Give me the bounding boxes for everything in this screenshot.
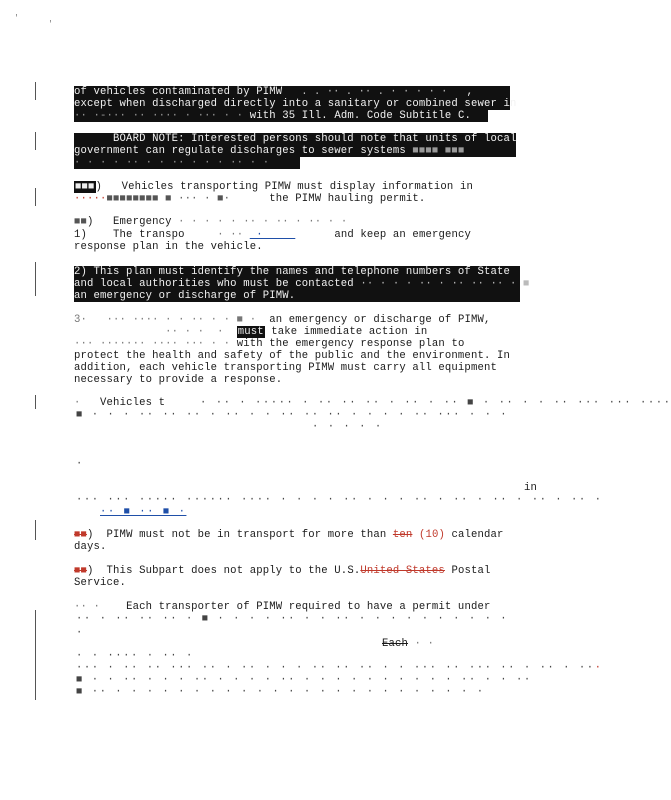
paragraph-line: 1) The transpo · ·· · and keep an emergency [74,229,471,241]
paragraph-line: ·· · Each transporter of PIMW required to have a permit under [74,601,491,613]
illegible-text: · [76,458,84,470]
illegible-text: ·· ■ ·· ■ · [100,506,187,518]
paragraph-line: ■■■) Vehicles transporting PIMW must display information in [75,181,473,193]
paragraph-line: ·· ·-··· ·· ···· · ··· · · with 35 Ill. Adm. Code Subtitle C. [74,110,488,122]
illegible-text: ■ ·· · · · · · · · · · · · · · · · · · · · · · · · · [76,686,485,698]
revision-bar [35,132,36,150]
revision-bar [35,188,36,206]
paragraph-line: Each · · [382,638,435,650]
revision-bar [35,262,36,296]
paragraph-line: necessary to provide a response. [74,374,283,386]
revision-bar [35,610,36,700]
paragraph-line: ■■) This Subpart does not apply to the U.S.United States Postal [74,565,491,577]
revision-bar [35,395,36,409]
illegible-text: ··· · ·· ·· ··· ·· · ·· · · · ·· ·· ·· · · ··· ·· ··· ·· · ·· · ··· [76,662,603,674]
revision-bar [35,82,36,100]
paragraph-line: · Vehicles t [74,397,166,409]
illegible-text: ··· ··· ····· ······ ···· · · · · ·· · · · ·· · ·· · ·· · ·· · ·· · [76,494,603,506]
scan-mark: ' [48,20,53,29]
paragraph-line: Service. [74,577,127,589]
paragraph-line: of vehicles contaminated by PIMW . . ·· . ·· . · · · · · , [74,86,510,98]
paragraph-line: 2) This plan must identify the names and telephone numbers of State [74,266,520,278]
paragraph-line: days. [74,541,107,553]
board-note-line: government can regulate discharges to sewer systems ■■■■ ■■■ [74,145,516,157]
board-note-line: · · · · ·· · · ·· · · · ·· · · [74,157,300,169]
illegible-text: · [76,627,84,639]
paragraph-line: 3· ··· ···· · · ·· · · ■ · an emergency or discharge of PIMW, [74,314,491,326]
paragraph-line: except when discharged directly into a sanitary or combined sewer in [74,98,517,110]
illegible-text: · · ···· · ·· · [76,650,194,662]
illegible-text: · ·· · ····· · ·· ·· ·· · ·· · ·· ■ · ·· · · ·· ··· ··· ···· [200,397,671,409]
paragraph-line: ··· ······· ···· ··· · · with the emergency response plan to [74,338,465,350]
paragraph-line: in [524,482,538,494]
illegible-text: · · · · · [312,421,383,433]
revision-bar [35,520,36,540]
paragraph-line: ·· · · · must take immediate action in [74,326,428,338]
scan-mark: ' [14,14,19,23]
paragraph-line: response plan in the vehicle. [74,241,263,253]
section-heading: ■■) Emergency · · · · · ·· · ·· · ·· · · [74,216,348,228]
illegible-text: ·· · ·· ·· ·· · ■ · · · · ·· · · ·· · · · · · · · · · · [76,613,509,625]
paragraph-line: ■■) PIMW must not be in transport for more than ten (10) calendar [74,529,504,541]
paragraph-line: an emergency or discharge of PIMW. [74,290,520,302]
paragraph-line: protect the health and safety of the public and the environment. In [74,350,510,362]
illegible-text: ■ · · ·· · · · ·· · · · · ·· · · · · · · · · · · ·· · · ·· [76,674,532,686]
paragraph-line: ·····■■■■■■■■ ■ ··· · ■· the PIMW hauling permit. [74,193,426,205]
paragraph-line: addition, each vehicle transporting PIMW must carry all equipment [74,362,497,374]
board-note-line: BOARD NOTE: Interested persons should note that units of local [74,133,516,145]
paragraph-line: and local authorities who must be contacted ·· · · · ·· · ·· ·· ·· · ■ [74,278,530,290]
illegible-text: ■ · · · ·· ·· ·· · ·· · · ·· ·· ·· · · · · ·· ··· · · · [76,409,509,421]
